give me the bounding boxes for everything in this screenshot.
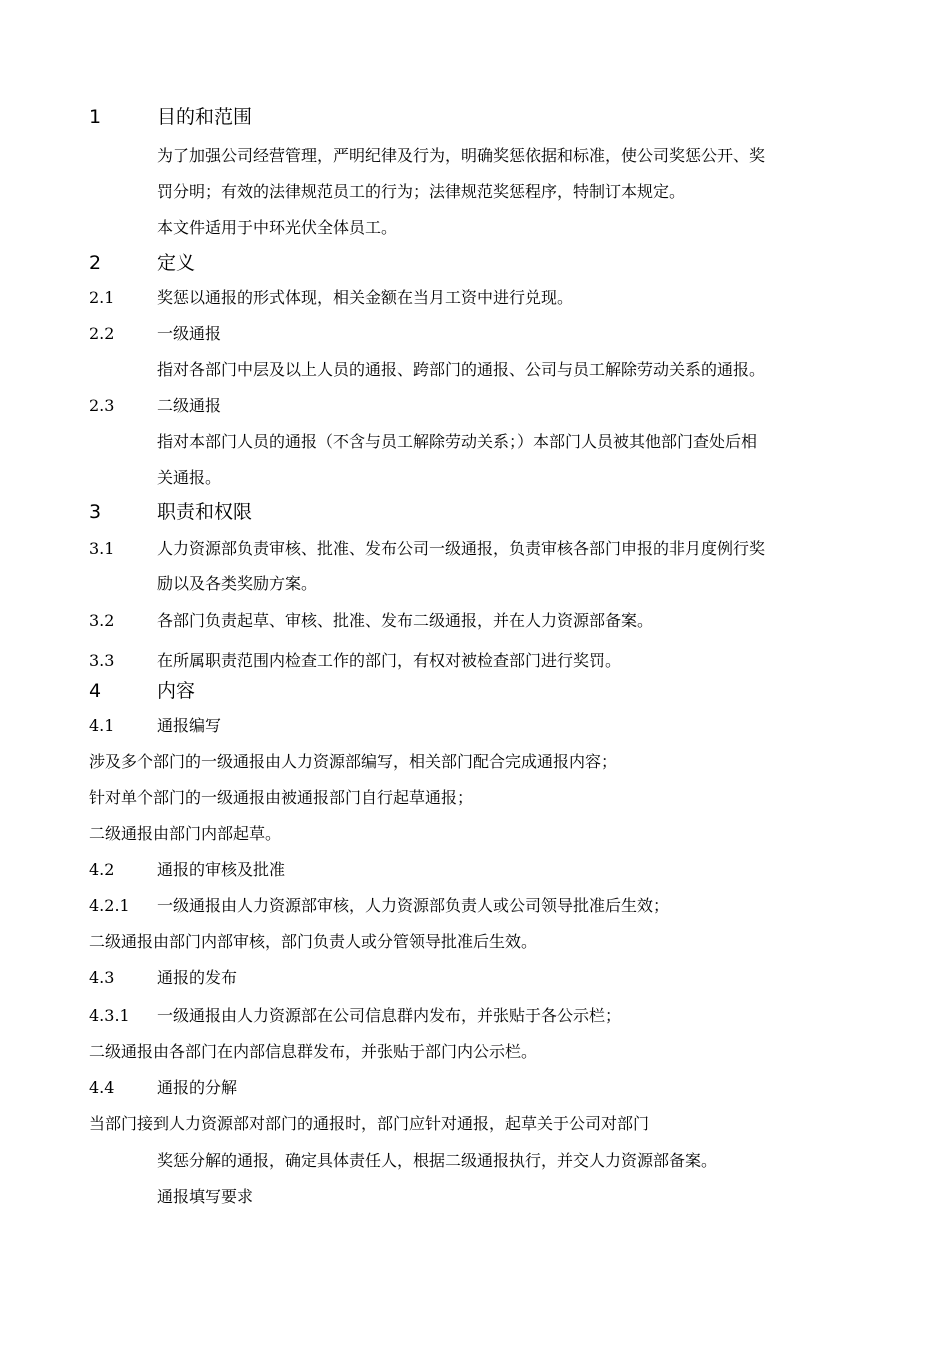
section-number: 3: [89, 501, 102, 523]
clause-title: 通报的分解: [157, 1078, 238, 1097]
clause-title: 一级通报: [157, 324, 222, 343]
clause-number: 2.2: [89, 324, 115, 343]
paragraph-line: 本文件适用于中环光伏全体员工。: [157, 218, 398, 237]
clause-number: 3.3: [89, 651, 115, 670]
section-number: 1: [89, 106, 102, 128]
section-number: 4: [89, 680, 102, 702]
clause-number: 3.1: [89, 539, 115, 558]
section-title: 目的和范围: [157, 106, 253, 128]
paragraph-line: 当部门接到人力资源部对部门的通报时，部门应针对通报，起草关于公司对部门: [89, 1114, 650, 1133]
clause-title: 通报的发布: [157, 968, 238, 987]
paragraph-line: 涉及多个部门的一级通报由人力资源部编写，相关部门配合完成通报内容；: [89, 752, 618, 771]
paragraph-line: 励以及各类奖励方案。: [157, 574, 318, 593]
section-title: 定义: [157, 252, 196, 274]
paragraph-line: 指对各部门中层及以上人员的通报、跨部门的通报、公司与员工解除劳动关系的通报。: [157, 360, 766, 379]
clause-title: 通报编写: [157, 716, 222, 735]
clause-number: 2.1: [89, 288, 115, 307]
clause-title: 二级通报: [157, 396, 222, 415]
clause-text: 奖惩以通报的形式体现，相关金额在当月工资中进行兑现。: [157, 288, 574, 307]
paragraph-line: 为了加强公司经营管理，严明纪律及行为，明确奖惩依据和标准，使公司奖惩公开、奖: [157, 146, 766, 165]
paragraph-line: 通报填写要求: [157, 1187, 254, 1206]
clause-text: 在所属职责范围内检查工作的部门，有权对被检查部门进行奖罚。: [157, 651, 622, 670]
paragraph-line: 指对本部门人员的通报（不含与员工解除劳动关系；）本部门人员被其他部门查处后相: [157, 432, 758, 451]
paragraph-line: 奖惩分解的通报，确定具体责任人，根据二级通报执行，并交人力资源部备案。: [157, 1151, 718, 1170]
clause-number: 4.3: [89, 968, 115, 987]
paragraph-line: 二级通报由部门内部审核，部门负责人或分管领导批准后生效。: [89, 932, 538, 951]
clause-title: 通报的审核及批准: [157, 860, 286, 879]
paragraph-line: 罚分明；有效的法律规范员工的行为；法律规范奖惩程序，特制订本规定。: [157, 182, 686, 201]
clause-text: 各部门负责起草、审核、批准、发布二级通报，并在人力资源部备案。: [157, 611, 654, 630]
paragraph-line: 二级通报由部门内部起草。: [89, 824, 282, 843]
clause-number: 2.3: [89, 396, 115, 415]
clause-text: 人力资源部负责审核、批准、发布公司一级通报，负责审核各部门申报的非月度例行奖: [157, 539, 766, 558]
section-title: 职责和权限: [157, 501, 253, 523]
section-title: 内容: [157, 680, 196, 702]
clause-number: 4.3.1: [89, 1006, 130, 1025]
clause-text: 一级通报由人力资源部审核，人力资源部负责人或公司领导批准后生效；: [157, 896, 670, 915]
clause-number: 4.4: [89, 1078, 115, 1097]
clause-number: 4.2: [89, 860, 115, 879]
clause-number: 4.2.1: [89, 896, 130, 915]
section-number: 2: [89, 252, 102, 274]
paragraph-line: 二级通报由各部门在内部信息群发布，并张贴于部门内公示栏。: [89, 1042, 538, 1061]
clause-number: 3.2: [89, 611, 115, 630]
clause-number: 4.1: [89, 716, 115, 735]
paragraph-line: 关通报。: [157, 468, 222, 487]
paragraph-line: 针对单个部门的一级通报由被通报部门自行起草通报；: [89, 788, 474, 807]
clause-text: 一级通报由人力资源部在公司信息群内发布，并张贴于各公示栏；: [157, 1006, 622, 1025]
